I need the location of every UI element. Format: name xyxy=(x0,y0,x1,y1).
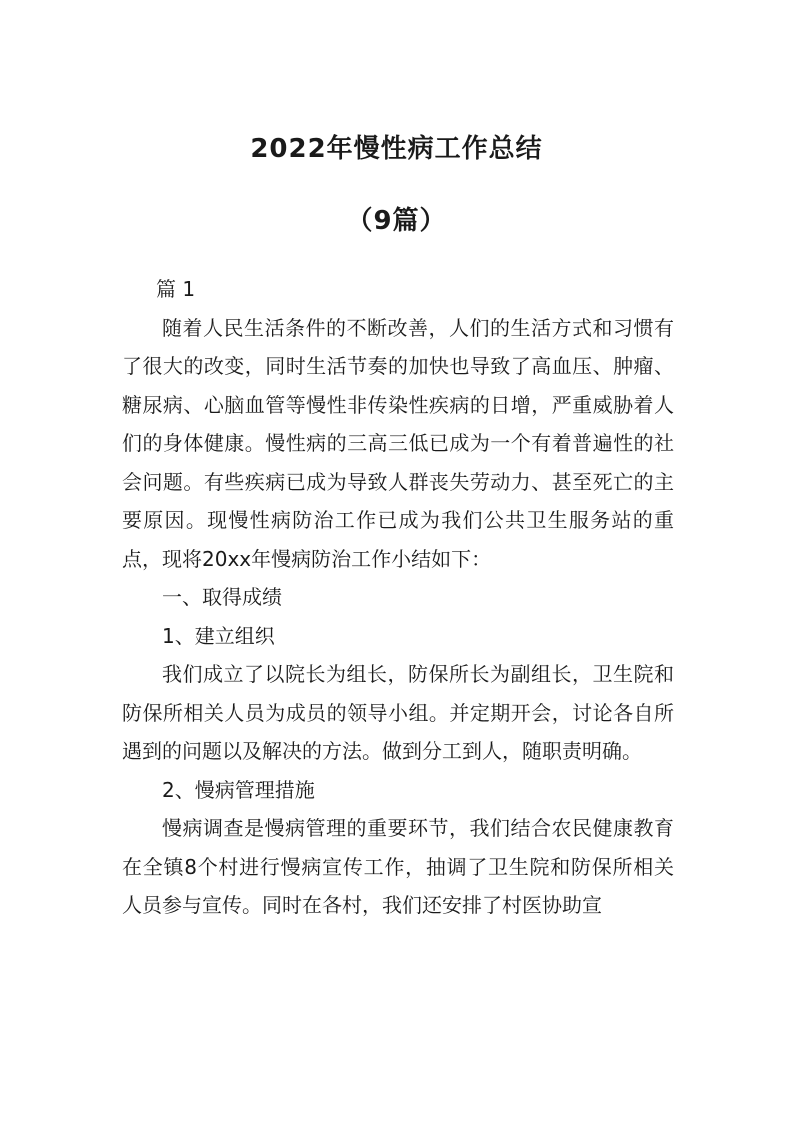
heading-organization: 1、建立组织 xyxy=(162,623,275,648)
heading-achievements: 一、取得成绩 xyxy=(162,585,282,609)
document-title: 2022年慢性病工作总结 xyxy=(250,134,543,164)
heading-management-measures: 2、慢病管理措施 xyxy=(162,777,315,802)
paragraph-organization: 我们成立了以院长为组长，防保所长为副组长，卫生院和防保所相关人员为成员的领导小组。并定期开会，讨论各自所遇到的问题以及解决的方法。做到分工到人，随职责明确。 xyxy=(122,662,674,763)
document-subtitle: （9篇） xyxy=(346,206,447,236)
paragraph-intro: 随着人民生活条件的不断改善，人们的生活方式和习惯有了很大的改变，同时生活节奏的加快也导致了高血压、肿瘤、糖尿病、心脑血管等慢性非传染性疾病的日增，严重威胁着人们的身体健康。慢性病的三高三低已成为一个有着普遍性的社会问题。有些疾病已成为导致人群丧失劳动力、甚至死亡的主要原因。现慢性病防治工作已成为我们公共卫生服务站的重点，现将20xx年慢病防治工作小结如下： xyxy=(122,315,674,571)
paragraph-management-measures: 慢病调查是慢病管理的重要环节，我们结合农民健康教育在全镇8个村进行慢病宣传工作，抽调了卫生院和防保所相关人员参与宣传。同时在各村，我们还安排了村医协助宣 xyxy=(122,816,674,917)
document-body xyxy=(122,270,674,925)
section-label: 篇 1 xyxy=(156,277,196,301)
